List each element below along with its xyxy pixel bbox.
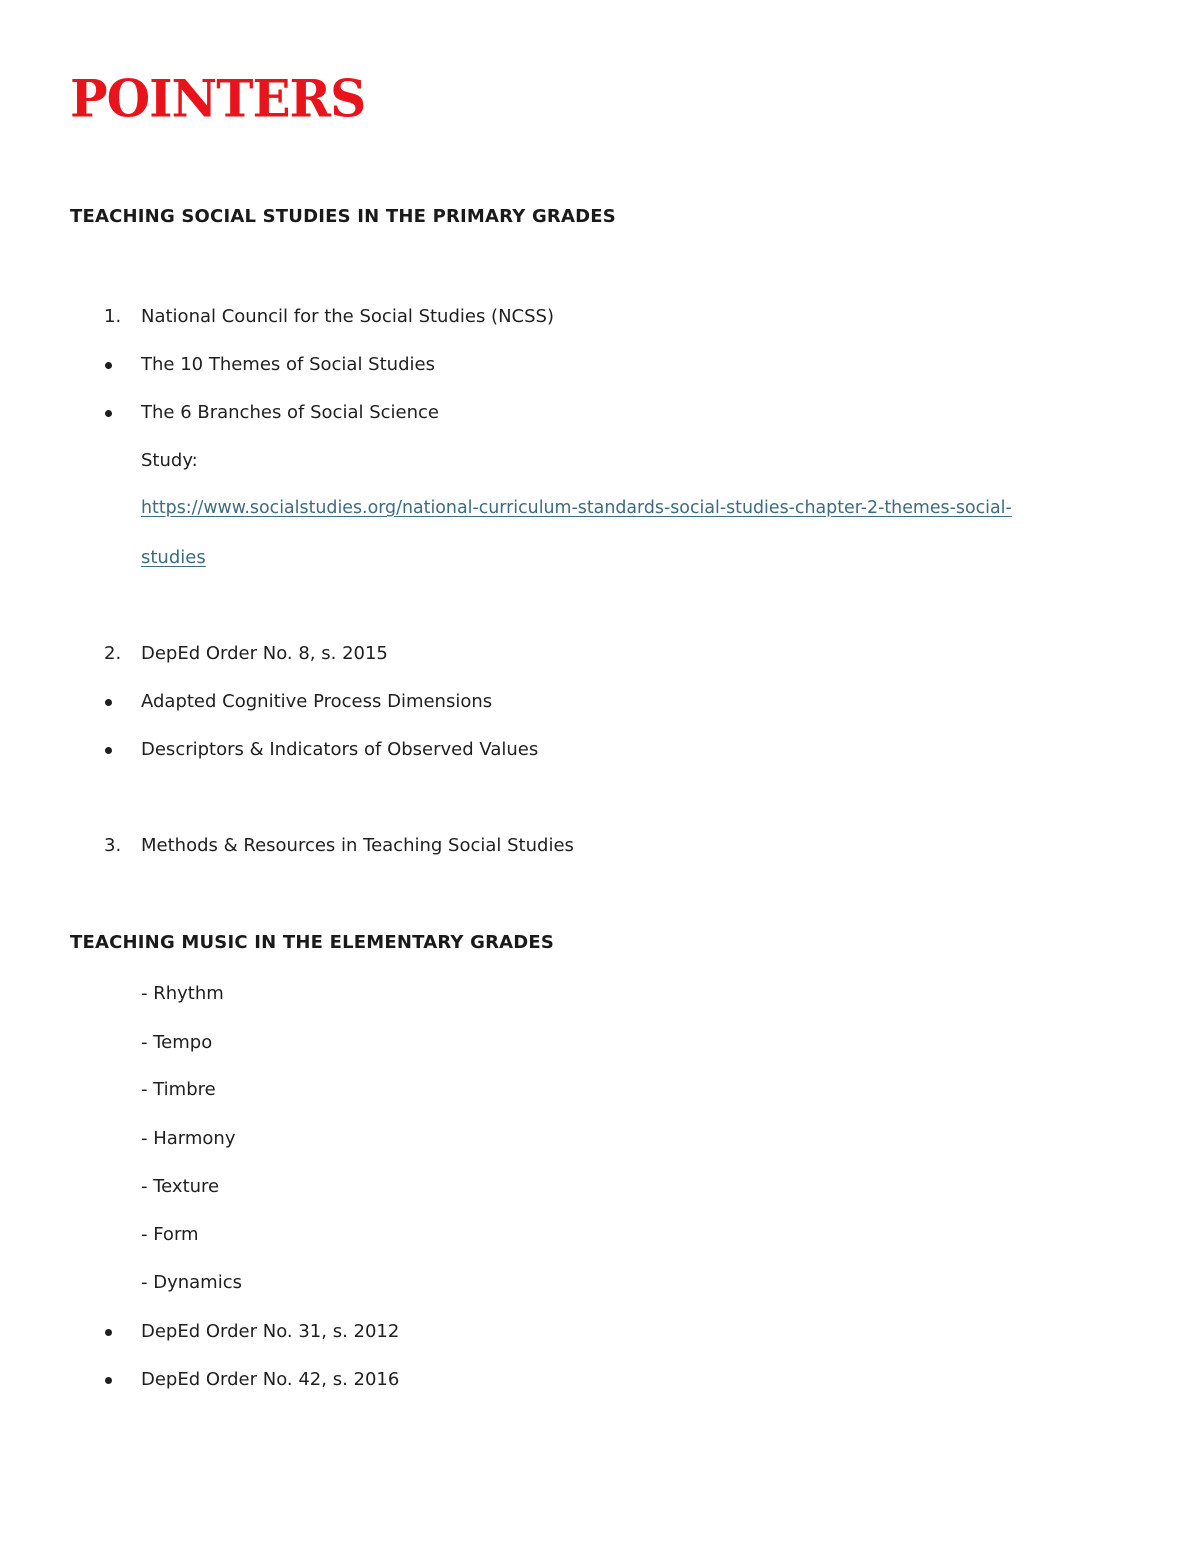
bullet-icon (105, 747, 112, 754)
music-element-texture: - Texture (141, 1176, 220, 1197)
list-item-ncss: National Council for the Social Studies (NCSS) (141, 306, 554, 327)
music-element-rhythm: - Rhythm (141, 983, 224, 1004)
study-link-continued[interactable]: studies (141, 547, 206, 568)
music-element-timbre: - Timbre (141, 1079, 216, 1100)
list-number: 2. (104, 643, 122, 664)
list-item-deped-order-42: DepEd Order No. 42, s. 2016 (141, 1369, 400, 1390)
music-element-dynamics: - Dynamics (141, 1272, 242, 1293)
music-element-tempo: - Tempo (141, 1032, 213, 1053)
bullet-icon (105, 1329, 112, 1336)
list-item-10-themes: The 10 Themes of Social Studies (141, 354, 435, 375)
document-title: POINTERS (70, 68, 366, 129)
study-label: Study: (141, 450, 198, 471)
bullet-icon (105, 1377, 112, 1384)
list-item-descriptors: Descriptors & Indicators of Observed Values (141, 739, 539, 760)
music-element-form: - Form (141, 1224, 199, 1245)
section-heading-social-studies: TEACHING SOCIAL STUDIES IN THE PRIMARY GRADES (70, 206, 616, 227)
section-heading-music: TEACHING MUSIC IN THE ELEMENTARY GRADES (70, 932, 555, 953)
list-number: 1. (104, 306, 122, 327)
list-number: 3. (104, 835, 122, 856)
bullet-icon (105, 699, 112, 706)
list-item-methods-resources: Methods & Resources in Teaching Social Studies (141, 835, 574, 856)
list-item-deped-order-8: DepEd Order No. 8, s. 2015 (141, 643, 388, 664)
study-link[interactable]: https://www.socialstudies.org/national-curriculum-standards-social-studies-chapter-2-themes-social- (141, 498, 1012, 518)
bullet-icon (105, 362, 112, 369)
list-item-6-branches: The 6 Branches of Social Science (141, 402, 439, 423)
list-item-deped-order-31: DepEd Order No. 31, s. 2012 (141, 1321, 400, 1342)
music-element-harmony: - Harmony (141, 1128, 236, 1149)
list-item-cognitive-process: Adapted Cognitive Process Dimensions (141, 691, 493, 712)
bullet-icon (105, 410, 112, 417)
